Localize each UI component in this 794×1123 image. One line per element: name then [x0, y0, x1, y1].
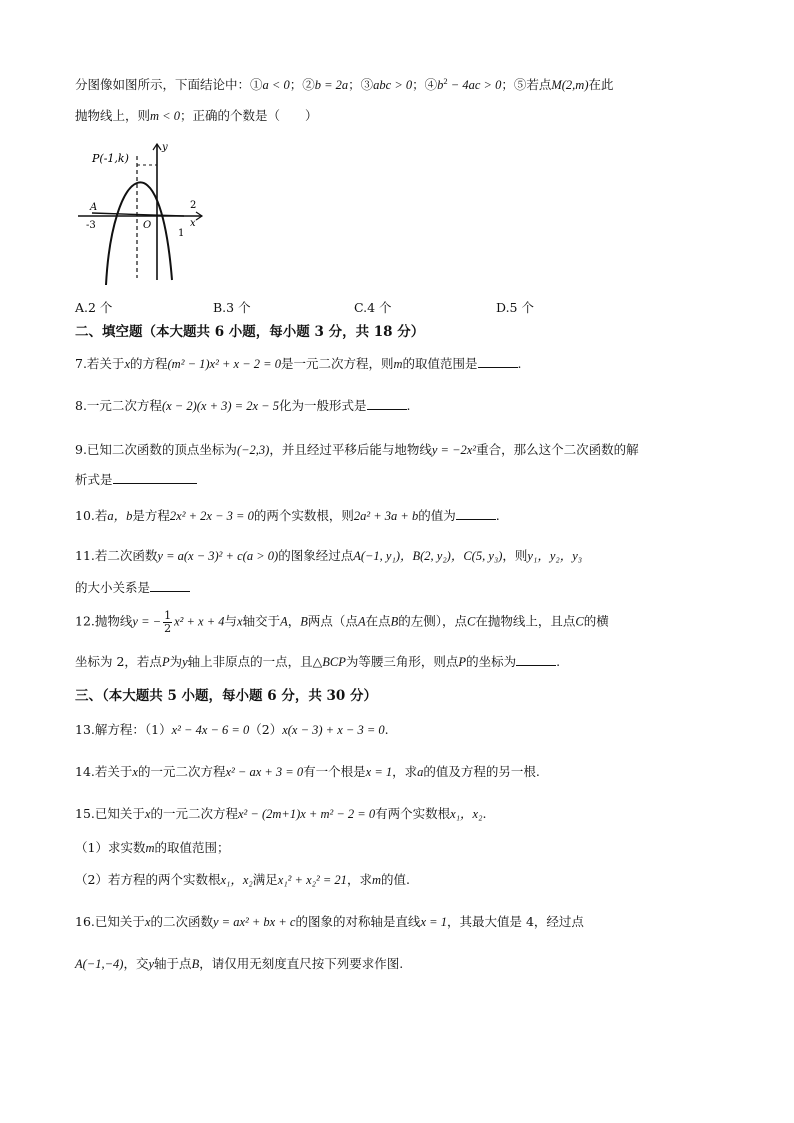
- q12-text: 的左侧），点: [398, 613, 467, 629]
- q16-text: 轴于点: [154, 956, 192, 971]
- q11-points: A(−1, y₁)，B(2, y₂)，C(5, y₃): [353, 549, 503, 563]
- q16-text: ，其最大值是 4，经过点: [446, 914, 584, 929]
- q10-text: 是方程: [132, 508, 170, 523]
- q8-answer-blank[interactable]: [367, 399, 407, 410]
- question-14: [75, 764, 734, 780]
- q10-answer-blank[interactable]: [456, 509, 496, 520]
- point-p: P: [458, 655, 467, 669]
- q6-m-condition: m < 0: [150, 109, 180, 123]
- fraction-denominator: 2: [164, 621, 172, 635]
- var-x: x: [124, 357, 130, 371]
- q12-text: 为等腰三角形，则点: [345, 654, 459, 669]
- q15-text: .: [482, 806, 487, 821]
- q11-equation: y = a(x − 3)² + c(a > 0): [157, 549, 279, 563]
- q6-point-m: M(2,m): [551, 78, 589, 93]
- q6-text: ；④: [412, 77, 438, 93]
- point-a: A: [357, 614, 366, 629]
- q15-text: 15.已知关于: [75, 806, 145, 821]
- q12-text: .: [556, 654, 561, 669]
- question-16-line1: [75, 914, 734, 930]
- q7-text: 的取值范围是: [402, 356, 478, 371]
- q11-answer-blank[interactable]: [150, 581, 190, 592]
- var-y: y: [148, 957, 155, 971]
- tick-neg3-label: -3: [86, 220, 96, 231]
- q16-text: 的图象的对称轴是直线: [295, 914, 421, 929]
- q14-equation: x² − ax + 3 = 0: [225, 765, 304, 779]
- q9-text: 9.已知二次函数的顶点坐标为: [75, 442, 237, 457]
- q7-text: 的方程: [130, 356, 168, 371]
- q8-text: 化为一般形式是: [278, 398, 367, 413]
- q13-equation-1: x² − 4x − 6 = 0: [171, 723, 250, 737]
- q6-conclusion-3: abc > 0: [373, 78, 413, 93]
- q12-text: 的坐标为: [466, 654, 517, 669]
- q10-text: 10.若: [75, 508, 108, 523]
- q12-fraction: [163, 610, 172, 634]
- q6-text: ；②: [289, 77, 315, 93]
- q10-text: .: [495, 508, 500, 523]
- q6-conclusion-2: b = 2a: [314, 78, 349, 93]
- var-x: x: [132, 765, 138, 779]
- question-11-line1: [75, 548, 734, 564]
- q7-text: 7.若关于: [75, 356, 125, 371]
- point-c: C: [467, 614, 476, 629]
- question-15-part-1: [75, 840, 734, 856]
- q12-text: 12.抛物线: [75, 613, 133, 629]
- q6-line2: [75, 108, 734, 124]
- q12-equation-rhs: x² + x + 4: [174, 614, 225, 629]
- section-2-title: 二、填空题（本大题共 6 小题，每小题 3 分，共 18 分）: [75, 324, 425, 340]
- parabola-graph: [72, 140, 207, 285]
- q10-expression: 2a² + 3a + b: [353, 509, 419, 523]
- point-b: B: [191, 957, 200, 971]
- question-16-line2: [75, 956, 734, 972]
- var-m: m: [145, 841, 155, 855]
- var-x: x: [144, 807, 151, 821]
- q9-vertex: (−2,3): [236, 443, 270, 457]
- question-13: [75, 722, 734, 738]
- question-7: [75, 356, 734, 372]
- q12-text: 坐标为 2，若点: [75, 654, 162, 669]
- option-c[interactable]: C.4 个: [354, 300, 392, 315]
- point-p-label: P(-1,k): [92, 152, 129, 165]
- q6-conclusion-1: a < 0: [262, 78, 290, 93]
- q12-answer-blank[interactable]: [516, 655, 556, 666]
- q7-text: 是一元二次方程，则: [280, 356, 394, 371]
- q15-text: 满足: [252, 872, 278, 887]
- q12-text: 两点（点: [307, 613, 358, 629]
- q10-text: 的两个实数根，则: [253, 508, 354, 523]
- question-12-line1: [75, 610, 734, 634]
- tick-1-label: 1: [178, 228, 185, 239]
- q15-equation: x² − (2m+1)x + m² − 2 = 0: [237, 807, 376, 821]
- q12-text: 轴上非原点的一点，且: [187, 654, 313, 669]
- q14-text: 有一个根是: [303, 764, 366, 779]
- q12-text: 在抛物线上，且点: [475, 613, 576, 629]
- q16-text: ，交: [123, 956, 149, 971]
- q16-text: 的二次函数: [150, 914, 213, 929]
- q12-text: 为: [169, 654, 183, 669]
- point-c: C: [575, 614, 584, 629]
- parabola-curve: [106, 182, 172, 285]
- q10-equation: 2x² + 2x − 3 = 0: [169, 509, 254, 523]
- point-a-label: A: [90, 202, 98, 213]
- q6-text: ；⑤若点: [501, 77, 552, 93]
- q14-root: x = 1: [365, 765, 393, 779]
- section-3-title: 三、（本大题共 5 小题，每小题 6 分，共 30 分）: [75, 688, 378, 704]
- fraction-numerator: 1: [164, 609, 172, 622]
- triangle-bcp: △BCP: [312, 655, 346, 669]
- q12-equation-lhs: y = −: [132, 614, 162, 629]
- option-a[interactable]: A.2 个: [75, 300, 113, 315]
- q7-answer-blank[interactable]: [478, 357, 518, 368]
- q6-text: ；③: [348, 77, 374, 93]
- point-b: B: [390, 614, 399, 629]
- q6-text: 抛物线上，则: [75, 108, 151, 123]
- var-x: x: [144, 915, 151, 929]
- q15-text: 的取值范围；: [154, 840, 230, 855]
- q11-text: 11.若二次函数: [75, 548, 158, 563]
- x-axis-label: x: [190, 218, 196, 229]
- q7-equation: (m² − 1)x² + x − 2 = 0: [167, 357, 281, 371]
- var-y: y: [182, 655, 188, 669]
- q15-roots: x₁，x₂: [450, 807, 483, 821]
- q15-text: （2）若方程的两个实数根: [75, 872, 221, 887]
- var-m: m: [393, 357, 403, 371]
- q16-axis: x = 1: [420, 915, 447, 929]
- q10-text: 的值为: [418, 508, 456, 523]
- q9-answer-blank[interactable]: [113, 473, 197, 484]
- q15-text: 有两个实数根: [375, 806, 451, 821]
- q11-y-values: y₁，y₂，y₃: [527, 549, 583, 563]
- q11-text: ，则: [502, 548, 528, 563]
- q15-text: 的一元二次方程: [150, 806, 238, 821]
- q9-text: 重合，那么这个二次函数的解: [476, 442, 639, 457]
- q14-text: ，求: [392, 764, 418, 779]
- q9-text: ，并且经过平移后能与地物线: [269, 442, 432, 457]
- q8-text: 8.一元二次方程: [75, 398, 162, 413]
- q15-roots: x₁，x₂: [220, 873, 253, 887]
- q9-text: 析式是: [75, 472, 113, 487]
- q14-text: 的值及方程的另一根.: [423, 764, 540, 779]
- q15-text: ，求: [346, 872, 372, 887]
- q16-text: ，请仅用无刻度直尺按下列要求作图.: [199, 956, 404, 971]
- q13-equation-2: x(x − 3) + x − 3 = 0: [282, 723, 385, 737]
- q16-point-a: A(−1,−4): [75, 957, 124, 971]
- point-a: A: [280, 614, 288, 629]
- q12-text: 轴交于: [242, 613, 281, 629]
- q15-text: （1）求实数: [75, 840, 146, 855]
- q6-conclusion-4b: − 4ac > 0: [447, 78, 502, 93]
- q6-text: 在此: [588, 77, 614, 93]
- q13-text: .: [384, 722, 389, 737]
- q15-condition: x₁² + x₂² = 21: [277, 873, 347, 887]
- tick-2-label: 2: [190, 200, 197, 211]
- var-m: m: [371, 873, 381, 887]
- var-a: a: [417, 765, 424, 779]
- q15-text: 的值.: [380, 872, 410, 887]
- q6-text: ；正确的个数是（ ）: [179, 108, 318, 123]
- question-10: [75, 508, 734, 524]
- question-11-line2: [75, 580, 734, 596]
- q14-text: 的一元二次方程: [137, 764, 226, 779]
- question-8: [75, 398, 734, 414]
- y-axis-label: y: [162, 142, 168, 153]
- question-12-line2: [75, 654, 734, 670]
- q6-conclusion-4: b: [437, 78, 444, 93]
- q8-text: .: [406, 398, 411, 413]
- var-x: x: [237, 614, 243, 629]
- question-9-line1: [75, 442, 734, 458]
- origin-label: O: [143, 220, 152, 231]
- q12-text: 与: [224, 613, 238, 629]
- q9-equation: y = −2x²: [431, 443, 477, 457]
- q6-text: 分图像如图所示，下面结论中：①: [75, 77, 263, 93]
- q12-text: ，: [287, 613, 301, 629]
- q13-text: 13.解方程：（1）: [75, 722, 172, 737]
- q10-vars: a，b: [107, 509, 133, 523]
- q11-text: 的大小关系是: [75, 580, 151, 595]
- q8-equation: (x − 2)(x + 3) = 2x − 5: [161, 399, 279, 413]
- option-b[interactable]: B.3 个: [213, 300, 251, 315]
- question-9-line2: [75, 472, 734, 488]
- q12-text: 在点: [365, 613, 391, 629]
- option-d[interactable]: D.5 个: [496, 300, 534, 315]
- q6-line1: [75, 76, 734, 93]
- point-p: P: [161, 655, 170, 669]
- q14-text: 14.若关于: [75, 764, 133, 779]
- question-15: [75, 806, 734, 822]
- q11-text: 的图象经过点: [278, 548, 354, 563]
- q16-equation: y = ax² + bx + c: [212, 915, 296, 929]
- q7-text: .: [517, 356, 522, 371]
- point-b: B: [300, 614, 308, 629]
- question-15-part-2: [75, 872, 734, 888]
- exponent: 2: [443, 76, 448, 86]
- q12-text: 的横: [583, 613, 609, 629]
- q16-text: 16.已知关于: [75, 914, 145, 929]
- q13-text: （2）: [249, 722, 283, 737]
